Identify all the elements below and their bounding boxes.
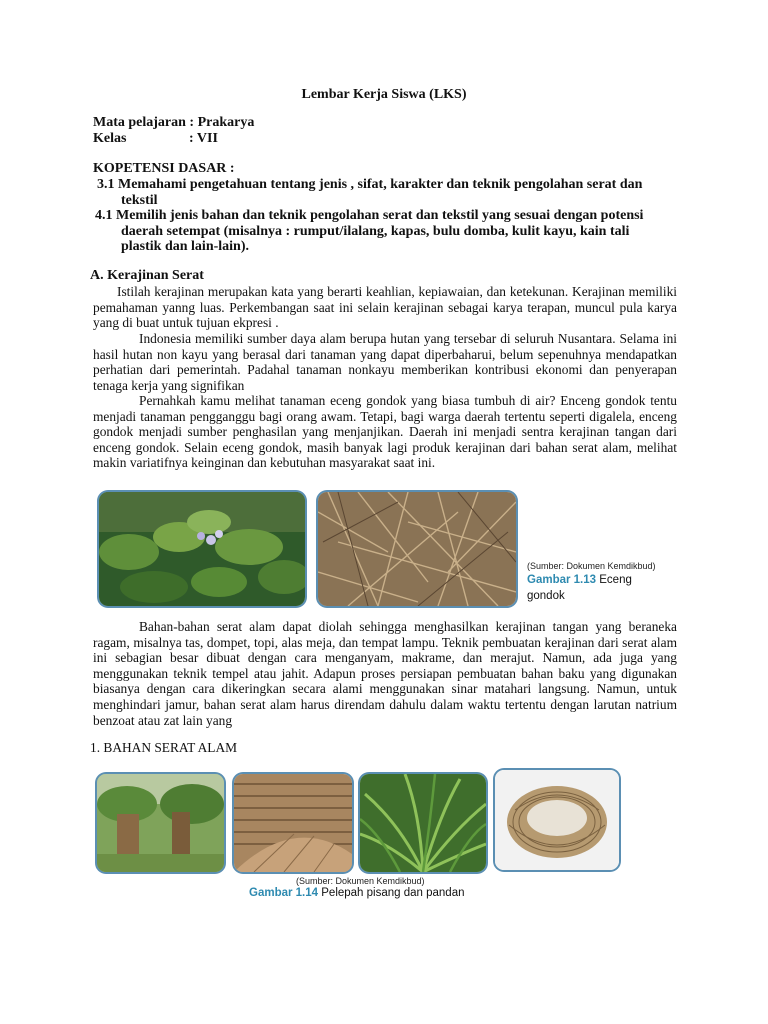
class-value: : VII	[189, 131, 218, 146]
photo-dried-hyacinth-fiber	[318, 492, 516, 606]
paragraph-3: Pernahkah kamu melihat tanaman eceng gondok yang biasa tumbuh di air? Enceng gondok tentu menjadi tanaman pengganggu bagi orang awam. Tetapi, bagi warga daerah tertentu seperti digalela, enceng gondok menjadi sumber penghasilan yang menjanjikan. Daerah ini menjadi sentra kerajinan tangan dari enceng gondok. Selain eceng gondok, masih banyak lagi produk kerajinan dari bahan serat alam, melihat makin variatifnya keinginan dan kebutuhan masyarakat saat ini.	[93, 393, 677, 471]
photo-banana-tree	[97, 774, 224, 872]
section-a-heading: A. Kerajinan Serat	[90, 268, 204, 283]
figure-1-14-caption-text: Pelepah pisang dan pandan	[321, 887, 465, 899]
competency-item-1-line1: 3.1 Memahami pengetahuan tentang jenis , sifat, karakter dan teknik pengolahan serat dan	[97, 177, 643, 192]
competency-item-1-line2: tekstil	[121, 193, 158, 208]
figure-1-13-label: Gambar 1.13	[527, 574, 597, 586]
photo-water-hyacinth-plant	[99, 492, 305, 606]
figure-1-13-caption-line1: Eceng	[599, 574, 632, 586]
figure-1-14-caption	[249, 887, 465, 899]
figure-1-13-caption-line2: gondok	[527, 590, 565, 602]
paragraph-1: Istilah kerajinan merupakan kata yang berarti keahlian, kepiawaian, dan ketekunan. Kerajinan memiliki pemahaman yanng luas. Perkembangan saat ini selain kerajinan sebagai karya terapan, muncul pula karya yang di buat untuk tujuan ekpresi .	[93, 284, 677, 331]
figure-1-13-caption	[527, 574, 632, 586]
figure-1-14-label: Gambar 1.14	[249, 887, 319, 899]
figure-1-13-source: (Sumber: Dokumen Kemdikbud)	[527, 561, 656, 571]
figure-1-14-source: (Sumber: Dokumen Kemdikbud)	[296, 876, 425, 886]
subject-line: Mata pelajaran : Prakarya	[93, 115, 255, 130]
photo-pandan-plant	[360, 774, 486, 872]
competency-heading: KOPETENSI DASAR :	[93, 161, 235, 176]
photo-woven-banana-fiber	[234, 774, 352, 872]
paragraph-2: Indonesia memiliki sumber daya alam berupa hutan yang tersebar di seluruh Nusantara. Selama ini hasil hutan non kayu yang berasal dari tanaman yang dapat diperbaharui, belum sepenuhnya mendapatkan perhatian dari pemerintah. Padahal tanaman nonkayu memberikan kontribusi ekonomi dan penyerapan tenaga kerja yang signifikan	[93, 331, 677, 393]
class-label: Kelas	[93, 131, 127, 146]
competency-item-2-line2: daerah setempat (misalnya : rumput/ilalang, kapas, bulu domba, kulit kayu, kain tali	[121, 224, 630, 239]
paragraph-4: Bahan-bahan serat alam dapat diolah sehingga menghasilkan kerajinan tangan yang beraneka ragam, misalnya tas, dompet, topi, alas meja, dan tempat lampu. Teknik pembuatan kerajinan dari serat alam ini sebagian besar dibuat dengan cara menganyam, makrame, dan merajut. Namun, ada juga yang menggunakan teknik tempel atau jahit. Adapun proses persiapan pembuatan bahan baku yang digunakan biasanya dengan cara dikeringkan secara alami menggunakan sinar matahari langsung. Namun, untuk menghindari jamur, bahan serat alam harus direndam dahulu dalam waktu tertentu dengan larutan natrium benzoat atau zat lain yang	[93, 619, 677, 728]
photo-pandan-fiber-nest	[495, 770, 619, 870]
page-title: Lembar Kerja Siswa (LKS)	[301, 87, 467, 102]
section-1-heading: 1. BAHAN SERAT ALAM	[90, 740, 238, 755]
competency-item-2-line3: plastik dan lain-lain).	[121, 239, 249, 254]
competency-item-2-line1: 4.1 Memilih jenis bahan dan teknik pengolahan serat dan tekstil yang sesuai dengan potensi	[95, 208, 644, 223]
